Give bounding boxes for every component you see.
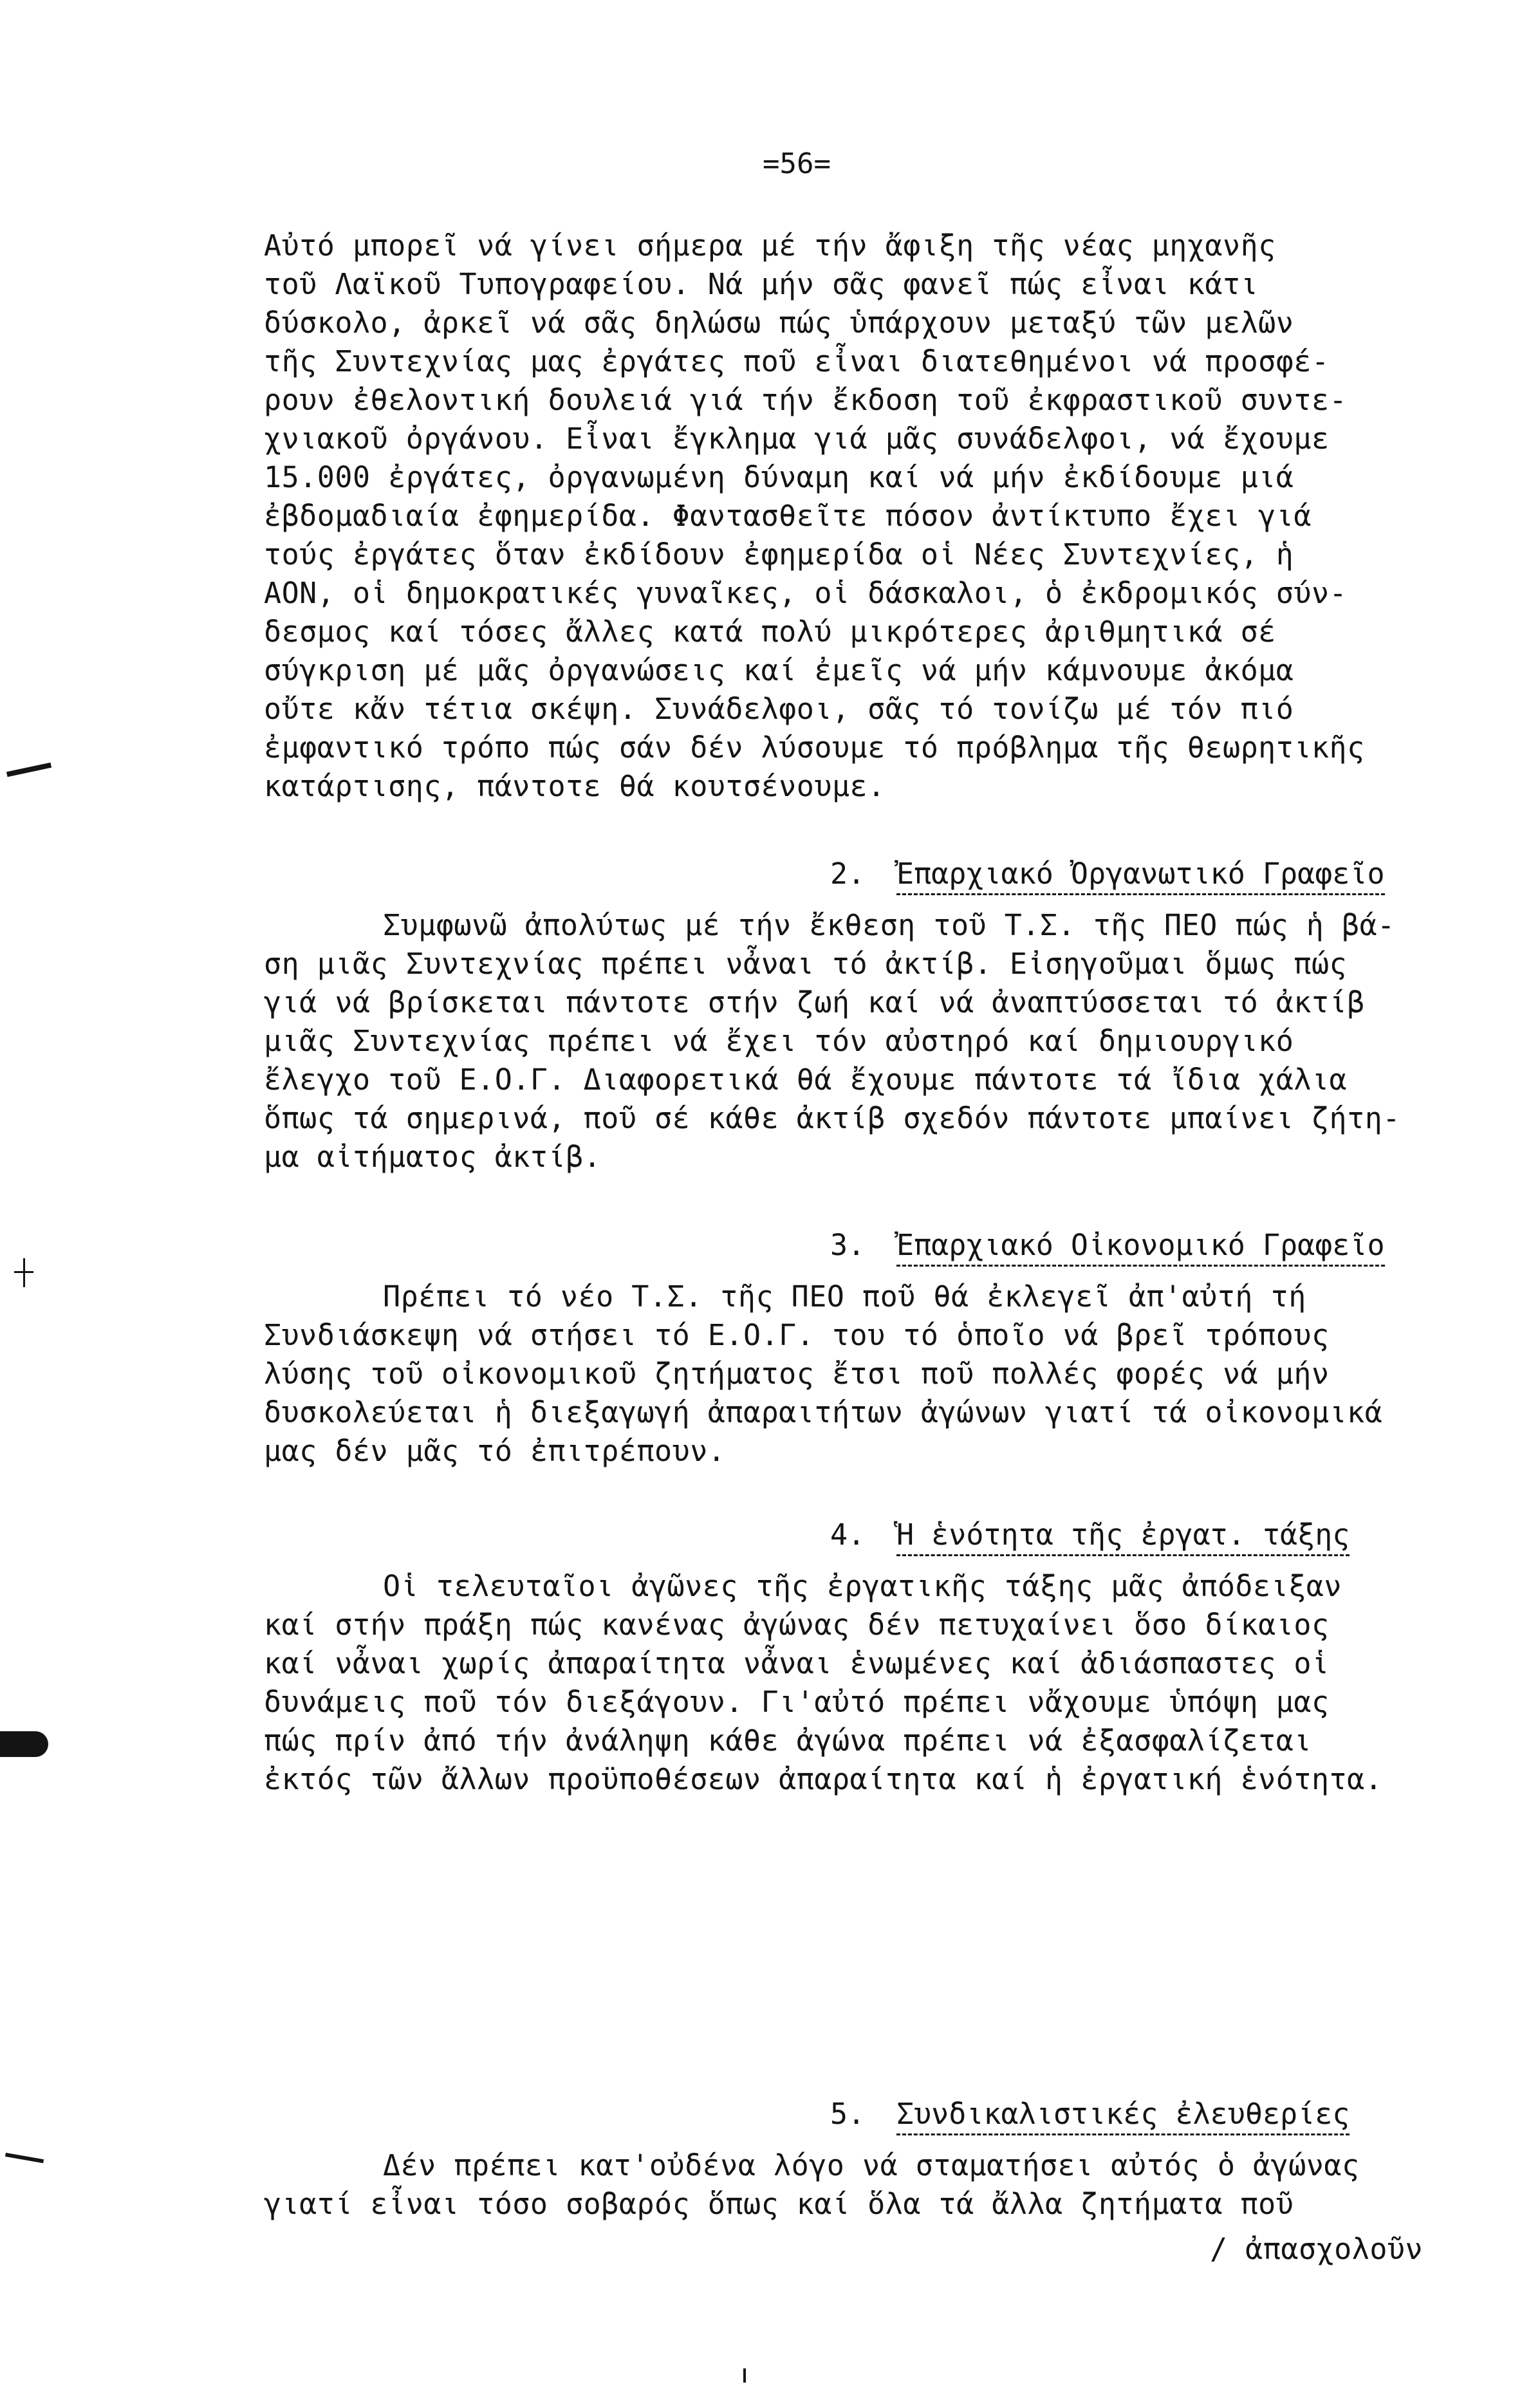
margin-mark-1: [6, 763, 51, 777]
section-5-number: 5.: [830, 2097, 866, 2131]
intro-line-3: δύσκολο, ἀρκεῖ νά σᾶς δηλώσω πώς ὑπάρχουν μεταξύ τῶν μελῶν: [264, 306, 1294, 340]
intro-line-11: δεσμος καί τόσες ἄλλες κατά πολύ μικρότερες ἀριθμητικά σέ: [264, 615, 1276, 649]
intro-line-15: κατάρτισης, πάντοτε θά κουτσένουμε.: [264, 769, 886, 803]
section-3-number: 3.: [830, 1228, 866, 1262]
section-5-line-1: Δέν πρέπει κατ'οὐδένα λόγο νά σταματήσει αὐτός ὁ ἀγώνας: [383, 2148, 1360, 2182]
section-5-title: Συνδικαλιστικές ἐλευθερίες: [896, 2095, 1350, 2135]
intro-line-8: ἐβδομαδιαία ἐφημερίδα. Φαντασθεῖτε πόσον ἀντίκτυπο ἔχει γιά: [264, 499, 1312, 533]
intro-line-2: τοῦ Λαϊκοῦ Τυπογραφείου. Νά μήν σᾶς φανεῖ πώς εἶναι κάτι: [264, 267, 1259, 301]
section-2-line-3: γιά νά βρίσκεται πάντοτε στήν ζωή καί νά ἀναπτύσσεται τό ἀκτίβ: [264, 985, 1365, 1019]
intro-line-10: ΑΟΝ, οἱ δημοκρατικές γυναῖκες, οἱ δάσκαλοι, ὁ ἐκδρομικός σύν-: [264, 576, 1348, 610]
section-4-line-5: πώς πρίν ἀπό τήν ἀνάληψη κάθε ἀγώνα πρέπει νά ἐξασφαλίζεται: [264, 1724, 1312, 1758]
page-number: =56=: [763, 147, 831, 180]
intro-line-6: χνιακοῦ ὀργάνου. Εἶναι ἔγκλημα γιά μᾶς συνάδελφοι, νά ἔχουμε: [264, 422, 1330, 456]
section-4-line-1: Οἱ τελευταῖοι ἀγῶνες τῆς ἐργατικῆς τάξης μᾶς ἀπόδειξαν: [383, 1569, 1342, 1603]
section-3-title: Ἐπαρχιακό Οἰκονομικό Γραφεῖο: [896, 1226, 1385, 1267]
margin-mark-4: [5, 2153, 44, 2163]
section-2-number: 2.: [830, 857, 866, 891]
section-2-line-4: μιᾶς Συντεχνίας πρέπει νά ἔχει τόν αὐστηρό καί δημιουργικό: [264, 1024, 1294, 1058]
section-4-number: 4.: [830, 1518, 866, 1552]
intro-line-7: 15.000 ἐργάτες, ὀργανωμένη δύναμη καί νά μήν ἐκδίδουμε μιά: [264, 460, 1294, 494]
section-3-line-5: μας δέν μᾶς τό ἐπιτρέπουν.: [264, 1434, 726, 1468]
section-2-title: Ἐπαρχιακό Ὀργανωτικό Γραφεῖο: [896, 855, 1385, 895]
section-3-line-3: λύσης τοῦ οἰκονομικοῦ ζητήματος ἔτσι ποῦ πολλές φορές νά μήν: [264, 1357, 1330, 1391]
section-2-line-7: μα αἰτήματος ἀκτίβ.: [264, 1140, 602, 1174]
intro-line-1: Αὐτό μπορεῖ νά γίνει σήμερα μέ τήν ἄφιξη τῆς νέας μηχανῆς: [264, 228, 1276, 263]
section-3-line-1: Πρέπει τό νέο Τ.Σ. τῆς ΠΕΟ ποῦ θά ἐκλεγεῖ ἀπ'αὐτή τή: [383, 1279, 1306, 1314]
section-4-line-3: καί νἆναι χωρίς ἀπαραίτητα νἆναι ἑνωμένες καί ἀδιάσπαστες οἱ: [264, 1646, 1330, 1680]
section-3-line-2: Συνδιάσκεψη νά στήσει τό Ε.Ο.Γ. του τό ὁποῖο νά βρεῖ τρόπους: [264, 1318, 1330, 1352]
section-4-line-6: ἐκτός τῶν ἄλλων προϋποθέσεων ἀπαραίτητα καί ἡ ἐργατική ἑνότητα.: [264, 1762, 1383, 1796]
bottom-mark: [743, 2368, 746, 2383]
intro-line-9: τούς ἐργάτες ὅταν ἐκδίδουν ἐφημερίδα οἱ Νέες Συντεχνίες, ἡ: [264, 537, 1294, 572]
intro-line-4: τῆς Συντεχνίας μας ἐργάτες ποῦ εἶναι διατεθημένοι νά προσφέ-: [264, 344, 1330, 378]
intro-line-12: σύγκριση μέ μᾶς ὀργανώσεις καί ἐμεῖς νά μήν κάμνουμε ἀκόμα: [264, 653, 1294, 687]
intro-line-13: οὔτε κἄν τέτια σκέψη. Συνάδελφοι, σᾶς τό τονίζω μέ τόν πιό: [264, 692, 1294, 726]
section-2-line-6: ὅπως τά σημερινά, ποῦ σέ κάθε ἀκτίβ σχεδόν πάντοτε μπαίνει ζήτη-: [264, 1101, 1400, 1135]
intro-line-14: ἐμφαντικό τρόπο πώς σάν δέν λύσουμε τό πρόβλημα τῆς θεωρητικῆς: [264, 730, 1365, 765]
section-4-title: Ἡ ἑνότητα τῆς ἐργατ. τάξης: [896, 1516, 1350, 1556]
continuation-text: / ἀπασχολοῦν: [1210, 2232, 1424, 2266]
section-4-line-4: δυνάμεις ποῦ τόν διεξάγουν. Γι'αὐτό πρέπει νἄχουμε ὑπόψη μας: [264, 1685, 1330, 1719]
section-2-line-1: Συμφωνῶ ἀπολύτως μέ τήν ἔκθεση τοῦ Τ.Σ. τῆς ΠΕΟ πώς ἡ βά-: [383, 908, 1395, 942]
section-2-line-2: ση μιᾶς Συντεχνίας πρέπει νἆναι τό ἀκτίβ. Εἰσηγοῦμαι ὅμως πώς: [264, 947, 1348, 981]
section-5-line-2: γιατί εἶναι τόσο σοβαρός ὅπως καί ὅλα τά ἄλλα ζητήματα ποῦ: [264, 2187, 1294, 2221]
section-4-line-2: καί στήν πράξη πώς κανένας ἀγώνας δέν πετυχαίνει ὅσο δίκαιος: [264, 1608, 1330, 1642]
section-2-line-5: ἔλεγχο τοῦ Ε.Ο.Γ. Διαφορετικά θά ἔχουμε πάντοτε τά ἴδια χάλια: [264, 1063, 1348, 1097]
margin-mark-3: [23, 1258, 25, 1287]
intro-line-5: ρουν ἐθελοντική δουλειά γιά τήν ἔκδοση τοῦ ἐκφραστικοῦ συντε-: [264, 383, 1348, 417]
margin-blot: [0, 1731, 48, 1757]
section-3-line-4: δυσκολεύεται ἡ διεξαγωγή ἀπαραιτήτων ἀγώνων γιατί τά οἰκονομικά: [264, 1395, 1383, 1429]
